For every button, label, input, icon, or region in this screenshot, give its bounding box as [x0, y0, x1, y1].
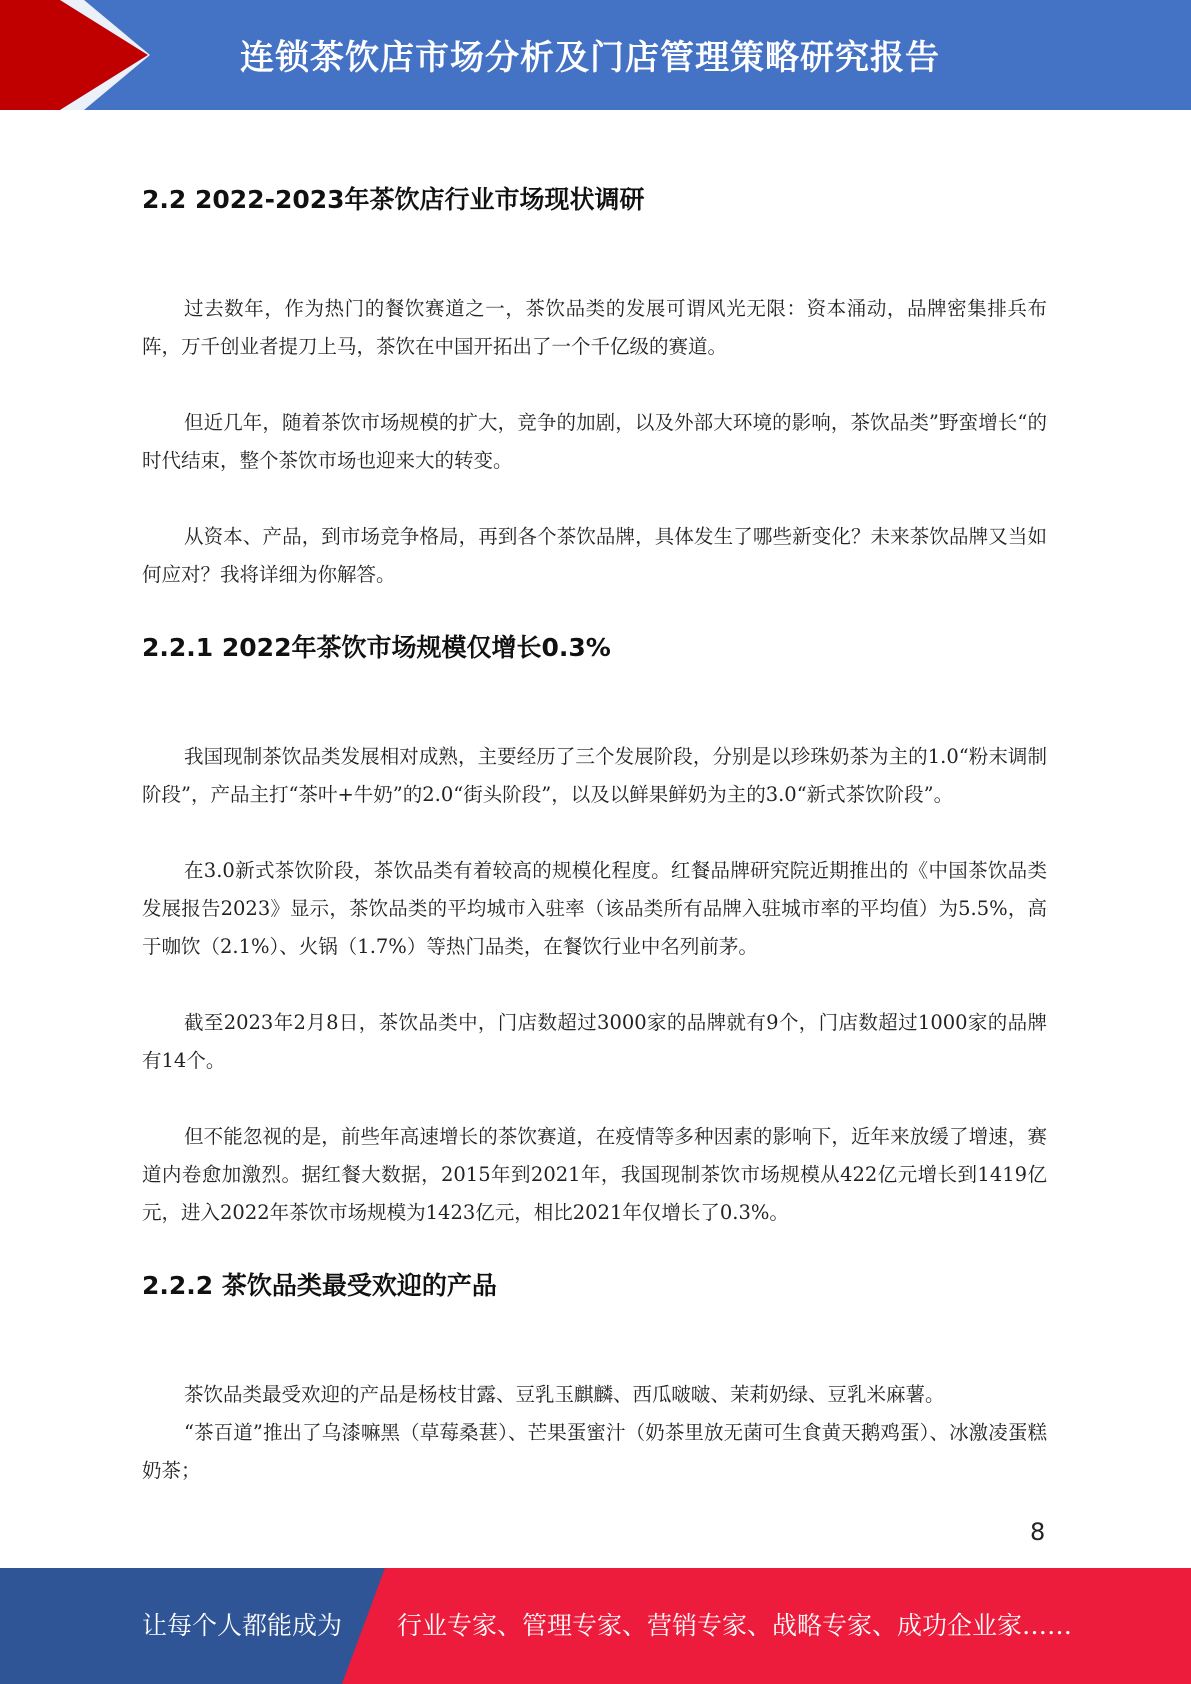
paragraph: 但不能忽视的是，前些年高速增长的茶饮赛道，在疫情等多种因素的影响下，近年来放缓了增速，赛道内卷愈加激烈。据红餐大数据，2015年到2021年，我国现制茶饮市场规模从422亿元增长到1419亿元，进入2022年茶饮市场规模为1423亿元，相比2021年仅增长了0.3%。	[142, 1125, 1047, 1224]
paragraph: 但近几年，随着茶饮市场规模的扩大，竞争的加剧，以及外部大环境的影响，茶饮品类”野蛮增长“的时代结束，整个茶饮市场也迎来大的转变。	[142, 411, 1047, 472]
section-heading-2-2-1: 2.2.1 2022年茶饮市场规模仅增长0.3%	[142, 633, 611, 662]
footer-slogan-right: 行业专家、管理专家、营销专家、战略专家、成功企业家……	[397, 1611, 1073, 1640]
document-title: 连锁茶饮店市场分析及门店管理策略研究报告	[240, 38, 940, 78]
paragraph: 我国现制茶饮品类发展相对成熟，主要经历了三个发展阶段，分别是以珍珠奶茶为主的1.0“粉末调制阶段”，产品主打“茶叶+牛奶”的2.0“街头阶段”，以及以鲜果鲜奶为主的3.0“新式茶饮阶段”。	[142, 745, 1047, 806]
paragraph: 在3.0新式茶饮阶段，茶饮品类有着较高的规模化程度。红餐品牌研究院近期推出的《中国茶饮品类发展报告2023》显示，茶饮品类的平均城市入驻率（该品类所有品牌入驻城市率的平均值）为5.5%，高于咖饮（2.1%）、火锅（1.7%）等热门品类，在餐饮行业中名列前茅。	[142, 859, 1047, 958]
page-number: 8	[1030, 1518, 1046, 1546]
page-header	[0, 0, 1191, 110]
section-heading-2-2: 2.2 2022-2023年茶饮店行业市场现状调研	[142, 185, 645, 214]
paragraph: 茶饮品类最受欢迎的产品是杨枝甘露、豆乳玉麒麟、西瓜啵啵、茉莉奶绿、豆乳米麻薯。	[184, 1383, 945, 1406]
page-footer	[0, 1568, 1191, 1684]
paragraph: 从资本、产品，到市场竞争格局，再到各个茶饮品牌，具体发生了哪些新变化？未来茶饮品牌又当如何应对？我将详细为你解答。	[142, 525, 1047, 586]
section-heading-2-2-2: 2.2.2 茶饮品类最受欢迎的产品	[142, 1271, 497, 1300]
paragraph: 截至2023年2月8日，茶饮品类中，门店数超过3000家的品牌就有9个，门店数超过1000家的品牌有14个。	[142, 1011, 1047, 1072]
paragraph: “茶百道”推出了乌漆嘛黑（草莓桑葚）、芒果蛋蜜汁（奶茶里放无菌可生食黄天鹅鸡蛋）、冰激凌蛋糕奶茶；	[142, 1421, 1047, 1482]
page-content	[142, 180, 1047, 1490]
paragraph: 过去数年，作为热门的餐饮赛道之一，茶饮品类的发展可谓风光无限：资本涌动，品牌密集排兵布阵，万千创业者提刀上马，茶饮在中国开拓出了一个千亿级的赛道。	[142, 297, 1047, 358]
footer-slogan-left: 让每个人都能成为	[142, 1611, 343, 1640]
